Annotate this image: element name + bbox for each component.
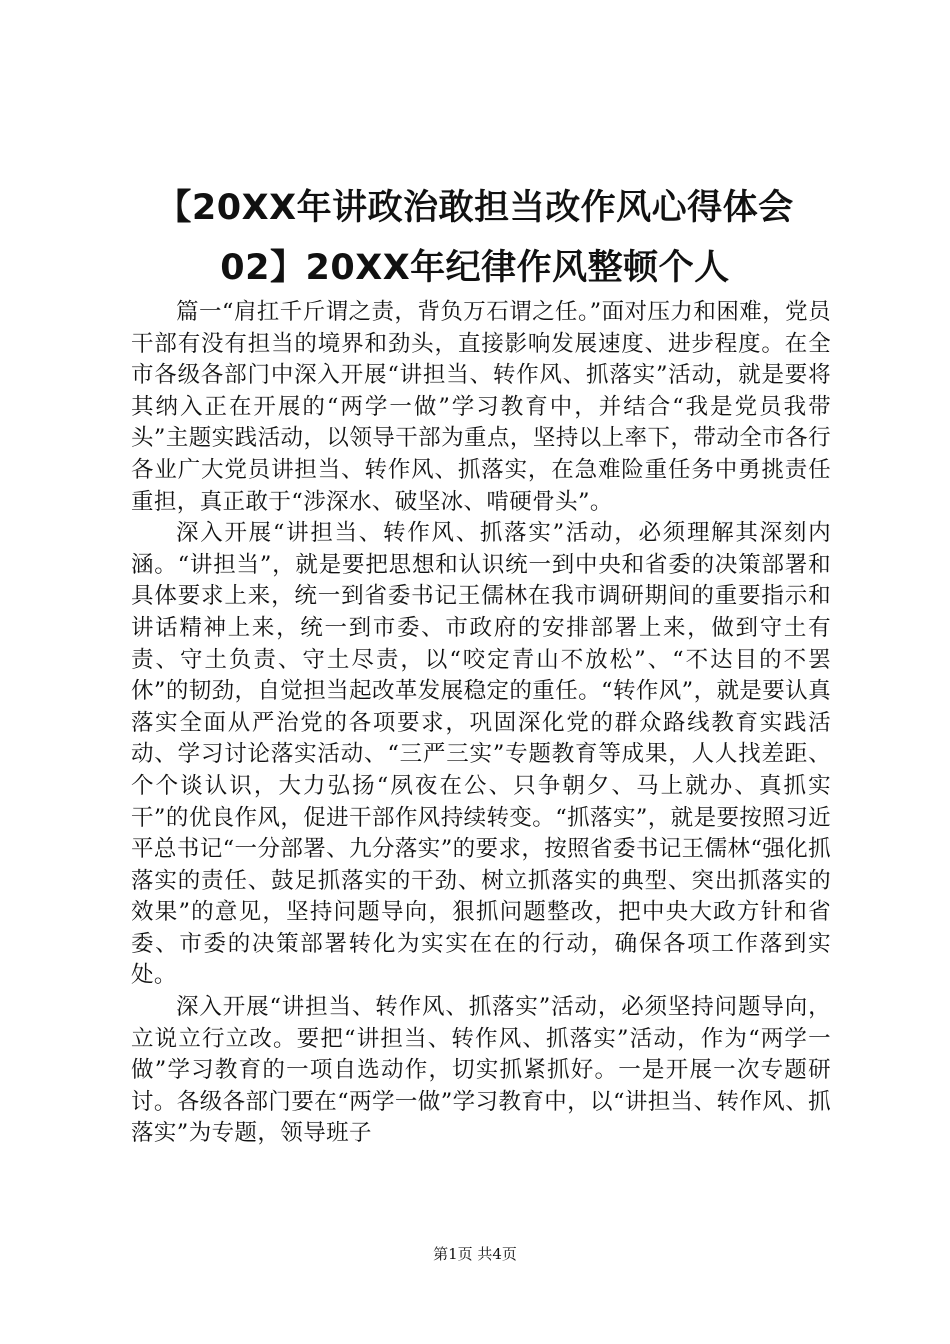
page-footer: 第1页 共4页 [433,1245,517,1263]
document-title [110,178,840,298]
title-line-1: 【20XX年讲政治敢担当改作风心得体会 [156,188,794,228]
title-line-2: 02】20XX年纪律作风整顿个人 [220,248,730,288]
paragraph-3: 深入开展“讲担当、转作风、抓落实”活动，必须坚持问题导向，立说立行立改。要把“讲担当、转作风、抓落实”活动，作为“两学一做”学习教育的一项自选动作，切实抓紧抓好。一是开展一次专题研讨。各级各部门要在“两学一做”学习教育中，以“讲担当、转作风、抓落实”为专题，领导班子 [131,994,831,1147]
paragraph-2: 深入开展“讲担当、转作风、抓落实”活动，必须理解其深刻内涵。“讲担当”，就是要把思想和认识统一到中央和省委的决策部署和具体要求上来，统一到省委书记王儒林在我市调研期间的重要指示和讲话精神上来，统一到市委、市政府的安排部署上来，做到守土有责、守土负责、守土尽责，以“咬定青山不放松”、“不达目的不罢休”的韧劲，自觉担当起改革发展稳定的重任。“转作风”，就是要认真落实全面从严治党的各项要求，巩固深化党的群众路线教育实践活动、学习讨论落实活动、“三严三实”专题教育等成果，人人找差距、个个谈认识，大力弘扬“夙夜在公、只争朝夕、马上就办、真抓实干”的优良作风，促进干部作风持续转变。“抓落实”，就是要按照习近平总书记“一分部署、九分落实”的要求，按照省委书记王儒林“强化抓落实的责任、鼓足抓落实的干劲、树立抓落实的典型、突出抓落实的效果”的意见，坚持问题导向，狠抓问题整改，把中央大政方针和省委、市委的决策部署转化为实实在在的行动，确保各项工作落到实处。 [131,520,831,989]
document-body [131,297,831,1150]
paragraph-1: 篇一“肩扛千斤谓之责，背负万石谓之任。”面对压力和困难，党员干部有没有担当的境界和劲头，直接影响发展速度、进步程度。在全市各级各部门中深入开展“讲担当、转作风、抓落实”活动，就是要将其纳入正在开展的“两学一做”学习教育中，并结合“我是党员我带头”主题实践活动，以领导干部为重点，坚持以上率下，带动全市各行各业广大党员讲担当、转作风、抓落实，在急难险重任务中勇挑责任重担，真正敢于“涉深水、破坚冰、啃硬骨头”。 [131,299,831,515]
